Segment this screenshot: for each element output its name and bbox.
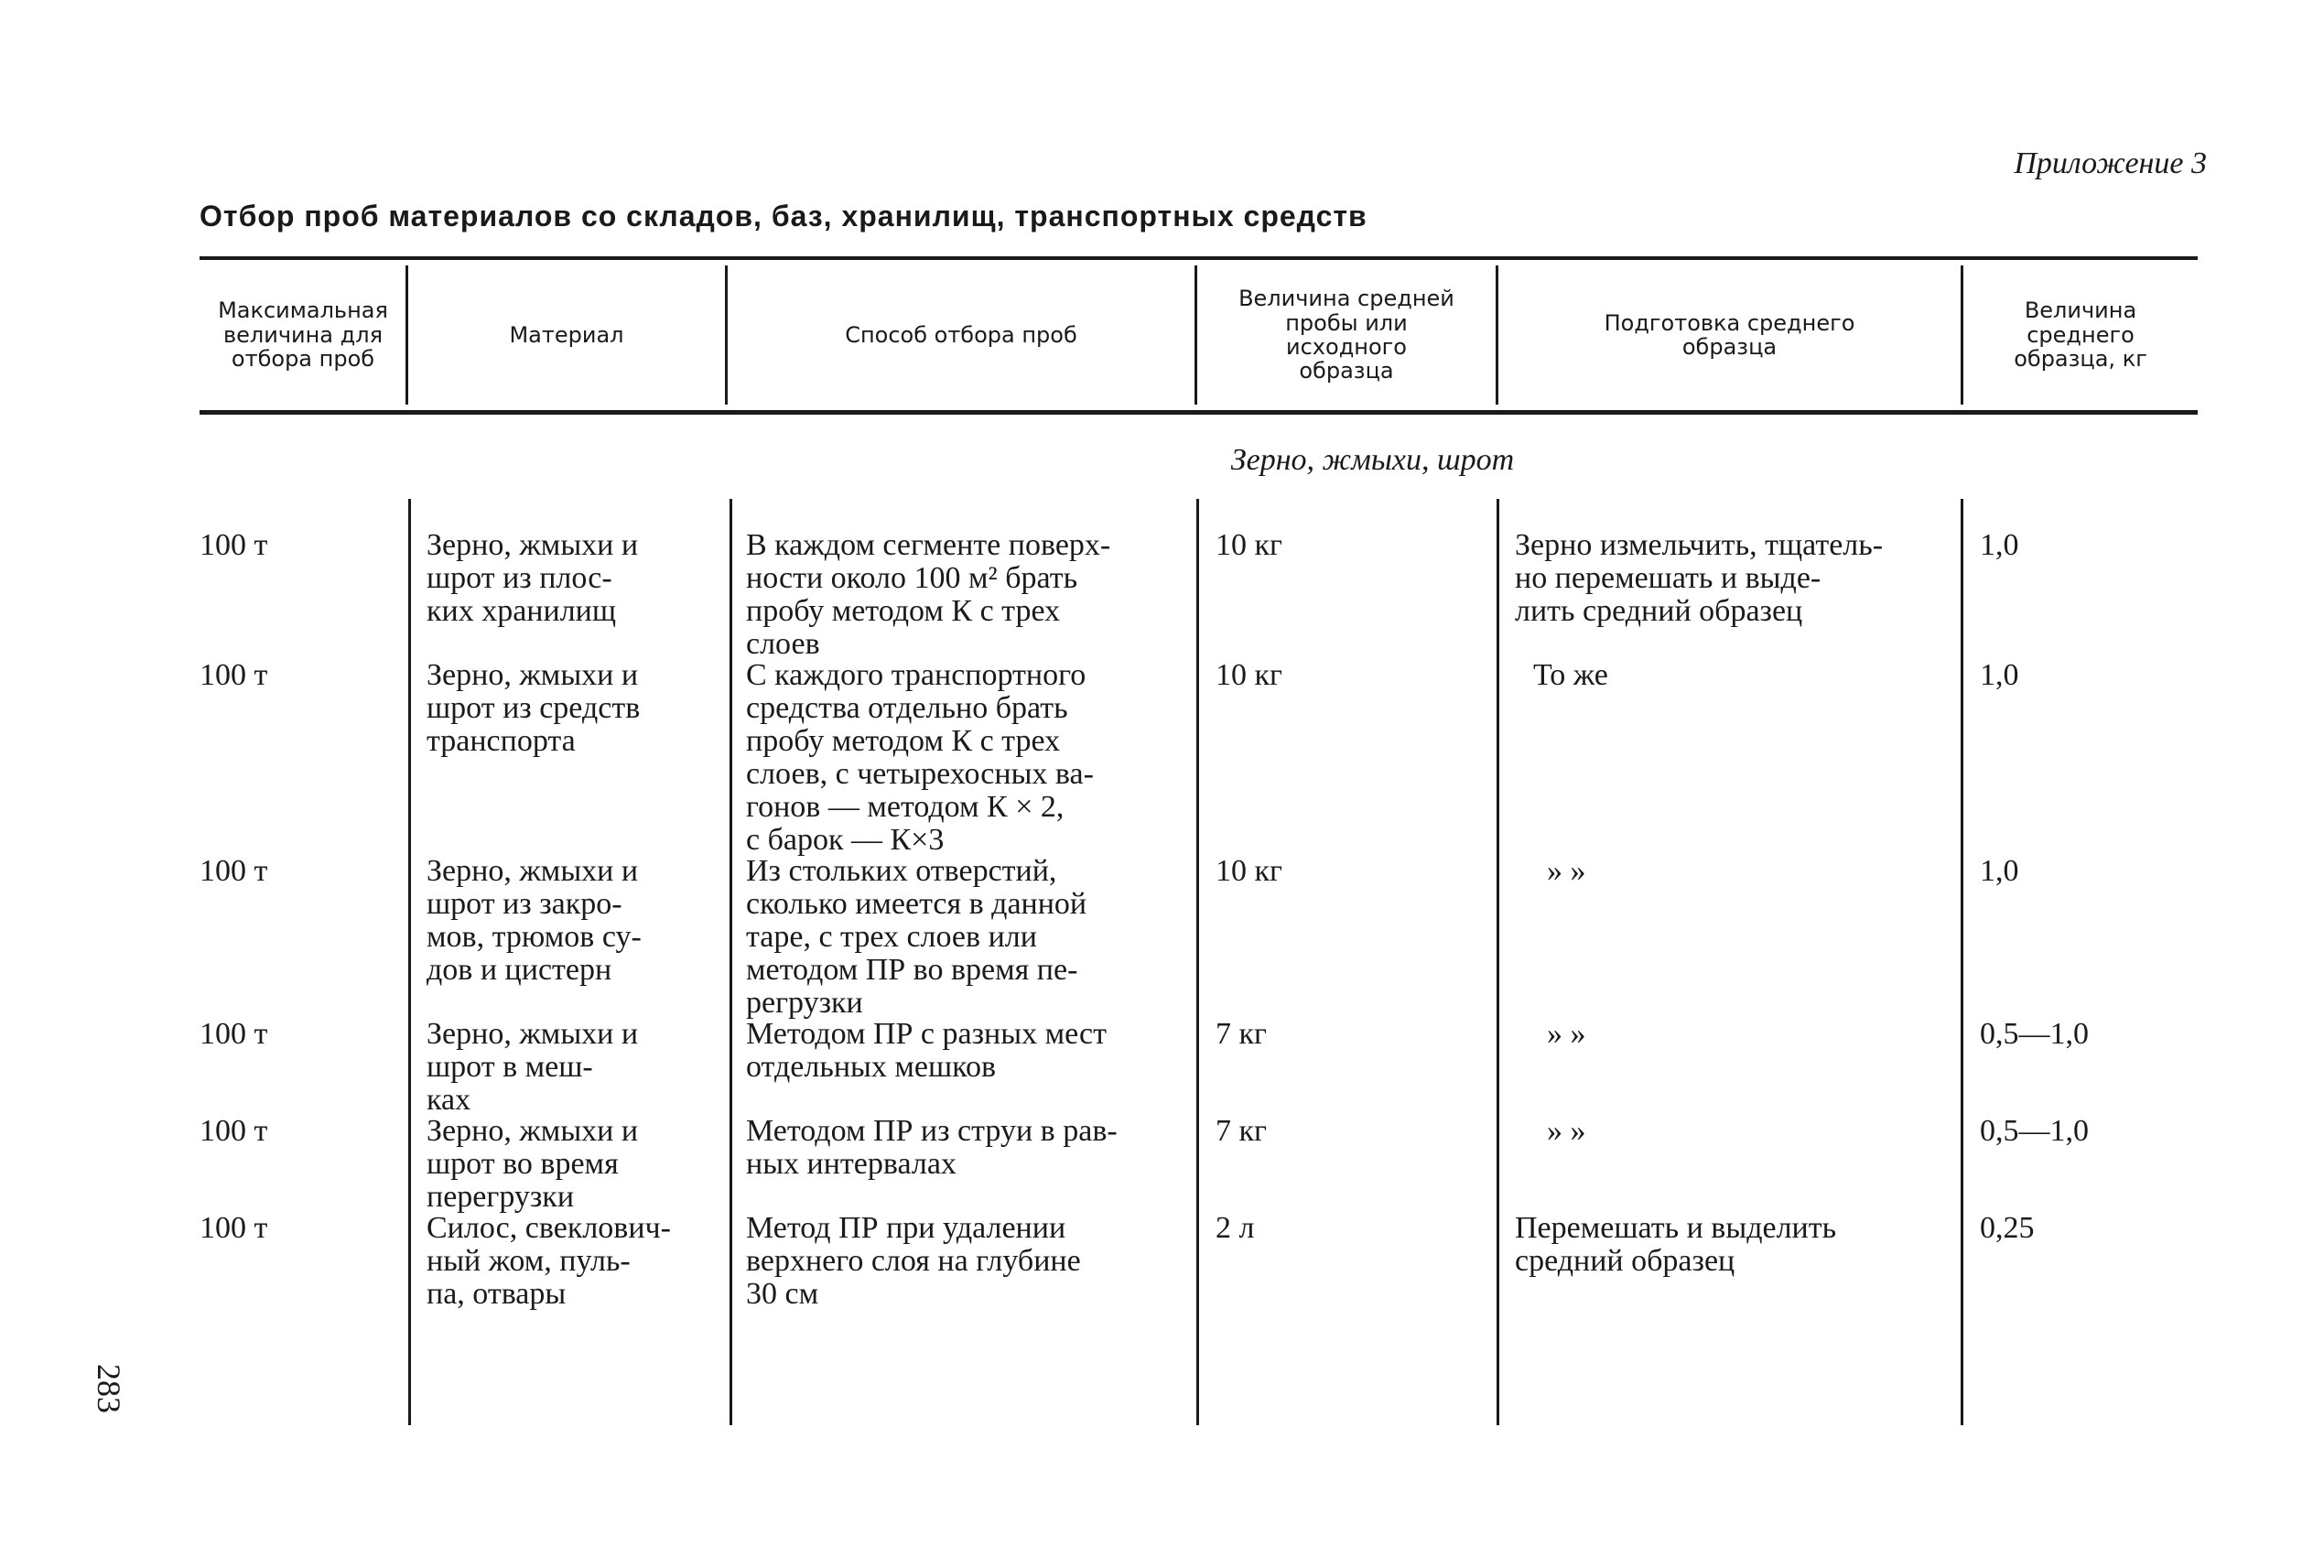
column-divider	[1196, 499, 1199, 1425]
cell-preparation: Зерно измельчить, тщатель- но перемешать и выде- лить средний образец	[1515, 528, 1884, 628]
cell-method: С каждого транспортного средства отдельно брать пробу методом К с трех слоев, с четырехосных ва- гонов — методом К × 2, с барок — К×3	[746, 658, 1094, 857]
cell-average-mass: 1,0	[1980, 658, 2019, 692]
header-sample-size: Величина средней пробы или исходного образца	[1238, 286, 1454, 384]
header-divider	[1194, 265, 1197, 405]
column-divider	[408, 499, 411, 1425]
cell-sample-size: 7 кг	[1216, 1114, 1267, 1148]
cell-method: Методом ПР с разных мест отдельных мешков	[746, 1017, 1107, 1084]
cell-material: Силос, свеклович- ный жом, пуль- па, отвары	[427, 1211, 671, 1311]
header-method: Способ отбора проб	[845, 321, 1077, 348]
cell-preparation: Перемешать и выделить средний образец	[1515, 1211, 1837, 1278]
header-divider	[1496, 265, 1498, 405]
cell-sample-size: 2 л	[1216, 1211, 1255, 1245]
cell-material: Зерно, жмыхи и шрот в меш- ках	[427, 1017, 639, 1117]
cell-material: Зерно, жмыхи и шрот из закро- мов, трюмов су- дов и цистерн	[427, 854, 642, 987]
cell-sample-size: 10 кг	[1216, 528, 1282, 562]
header-divider	[1961, 265, 1963, 405]
header-max-amount: Максимальная величина для отбора проб	[218, 297, 388, 373]
header-divider	[725, 265, 728, 405]
header-preparation: Подготовка среднего образца	[1604, 309, 1855, 360]
cell-sample-size: 10 кг	[1216, 854, 1282, 888]
column-divider	[1961, 499, 1963, 1425]
cell-material: Зерно, жмыхи и шрот во время перегрузки	[427, 1114, 639, 1214]
cell-sample-size: 10 кг	[1216, 658, 1282, 692]
cell-preparation: » »	[1547, 1114, 1586, 1148]
header-divider	[405, 265, 408, 405]
cell-max-amount: 100 т	[200, 1017, 268, 1051]
header-average-mass: Величина среднего образца, кг	[2014, 297, 2147, 373]
cell-sample-size: 7 кг	[1216, 1017, 1267, 1051]
cell-max-amount: 100 т	[200, 658, 268, 692]
cell-method: Методом ПР из струи в рав- ных интервалах	[746, 1114, 1118, 1181]
cell-method: Метод ПР при удалении верхнего слоя на глубине 30 см	[746, 1211, 1081, 1311]
cell-max-amount: 100 т	[200, 1114, 268, 1148]
page-title: Отбор проб материалов со складов, баз, хранилищ, транспортных средств	[200, 200, 1367, 232]
header-material: Материал	[509, 321, 624, 348]
cell-average-mass: 1,0	[1980, 528, 2019, 562]
column-divider	[730, 499, 732, 1425]
cell-material: Зерно, жмыхи и шрот из средств транспорта	[427, 658, 641, 758]
section-title: Зерно, жмыхи, шрот	[1230, 443, 1515, 477]
page-number: 283	[91, 1364, 127, 1413]
appendix-label: Приложение 3	[2014, 146, 2207, 180]
cell-preparation: То же	[1533, 658, 1608, 692]
cell-method: Из стольких отверстий, сколько имеется в данной таре, с трех слоев или методом ПР во время пе- регрузки	[746, 854, 1087, 1020]
cell-method: В каждом сегменте поверх- ности около 100 м² брать пробу методом К с трех слоев	[746, 528, 1111, 661]
table-top-rule	[200, 256, 2198, 260]
cell-average-mass: 0,5—1,0	[1980, 1017, 2089, 1051]
cell-average-mass: 1,0	[1980, 854, 2019, 888]
column-divider	[1497, 499, 1499, 1425]
cell-average-mass: 0,25	[1980, 1211, 2035, 1245]
cell-preparation: » »	[1547, 1017, 1586, 1051]
cell-max-amount: 100 т	[200, 1211, 268, 1245]
cell-max-amount: 100 т	[200, 854, 268, 888]
cell-material: Зерно, жмыхи и шрот из плос- ких хранилищ	[427, 528, 639, 628]
table-header	[0, 262, 2324, 408]
cell-preparation: » »	[1547, 854, 1586, 888]
cell-average-mass: 0,5—1,0	[1980, 1114, 2089, 1148]
header-bottom-rule	[200, 410, 2198, 415]
cell-max-amount: 100 т	[200, 528, 268, 562]
